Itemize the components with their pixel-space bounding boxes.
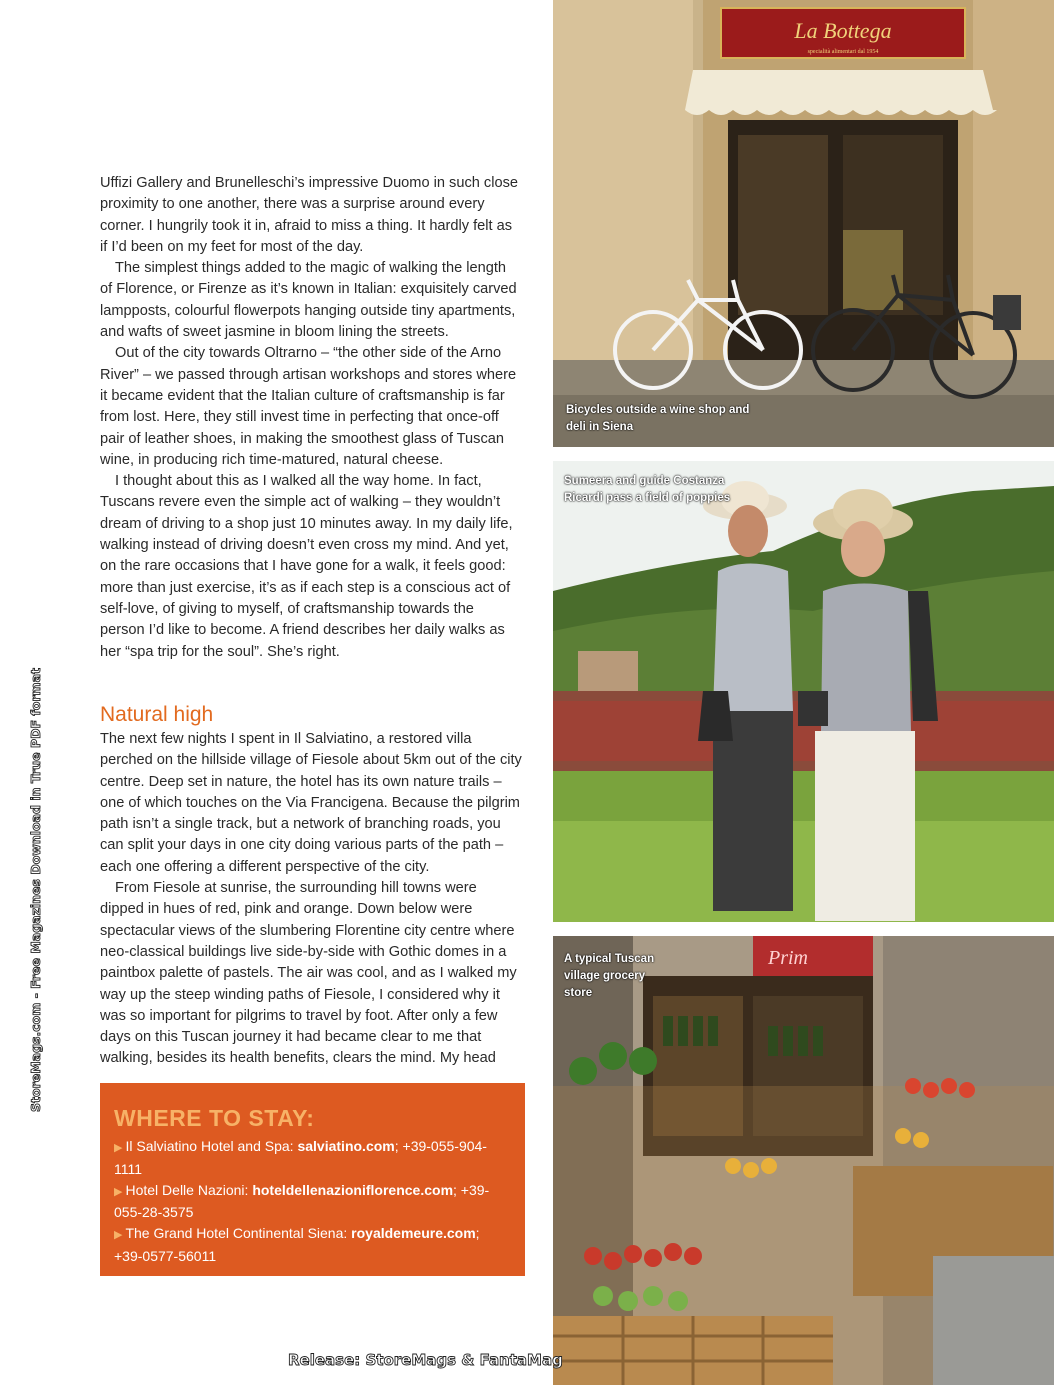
photo-bicycles-shop: [553, 0, 1054, 447]
paragraph: Uffizi Gallery and Brunelleschi’s impressive Duomo in such close proximity to one another, there was a surprise around every corner. I hungrily took it in, afraid to miss a thing. It hardly felt as if I’d been on my feet for most of the day.: [100, 175, 518, 255]
paragraph: The next few nights I spent in Il Salviatino, a restored villa perched on the hillside village of Fiesole about 5km out of the city centre. Deep set in nature, the hotel has its own nature trails – one of which touches on the Via Francigena. Because the pilgrim path isn’t a single track, but a network of branching roads, you can split your days in one city doing various parts of the path – each one offering a different perspective of the city.: [100, 731, 522, 875]
release-watermark: Release: StoreMags & FantaMag: [288, 1351, 563, 1369]
photo-caption: A typical Tuscan village grocery store: [564, 953, 655, 999]
photo-caption: Bicycles outside a wine shop and deli in Siena: [566, 404, 750, 433]
vertical-watermark: StoreMags.com - Free Magazines Download in True PDF format: [28, 668, 43, 1112]
triangle-bullet-icon: ▶: [114, 1185, 123, 1198]
stay-entry: ▶ Hotel Delle Nazioni: hoteldellenazioniflorence.com; +39-055-28-3575: [114, 1181, 490, 1221]
store-sign: Prim: [768, 947, 808, 969]
triangle-bullet-icon: ▶: [114, 1142, 123, 1154]
paragraph: From Fiesole at sunrise, the surrounding hill towns were dipped in hues of red, pink and orange. Down below were spectacular views of the slumbering Florentine city centre where neo-classical buildings live side-by-side with Gothic domes in a paintbox palette of pastels. The air was cool, and as I walked my way up the steep winding paths of Fiesole, I considered why it was so important for pilgrims to travel by foot. After only a few days on this Tuscan journey it had became clear to me that walking, besides its health benefits, clears the mind. My head: [100, 880, 517, 1067]
photo-caption: Sumeera and guide Costanza Ricardi pass a field of poppies: [564, 475, 731, 504]
where-to-stay-title: WHERE TO STAY:: [114, 1105, 315, 1131]
hotel-link[interactable]: royaldemeure.com: [351, 1225, 476, 1242]
photo-grocery-store: [553, 936, 1054, 1385]
where-to-stay-box: [100, 1083, 525, 1276]
stay-entry: ▶ Il Salviatino Hotel and Spa: salviatino.com; +39-055-904-1111: [114, 1138, 487, 1177]
shop-sign: La Bottega: [794, 18, 892, 43]
shop-sign-sub: specialità alimentari dal 1954: [807, 49, 879, 55]
section-heading: Natural high: [100, 703, 214, 726]
article-body-bottom: [100, 729, 522, 1070]
paragraph: I thought about this as I walked all the way home. In fact, Tuscans revere even the simple act of walking – they wouldn’t dream of driving to a shop just 10 minutes away. In my daily life, walking instead of driving doesn’t even cross my mind. And yet, on the rare occasions that I have gone for a walk, it feels good: more than just exercise, it’s as if each step is a conscious act of self-love, of giving to myself, of craftsmanship towards the person I’d like to become. A friend describes her daily walks as her “spa trip for the soul”. She’s right.: [100, 473, 513, 660]
triangle-bullet-icon: ▶: [114, 1229, 123, 1242]
stay-entry: ▶ The Grand Hotel Continental Siena: royaldemeure.com; +39-0577-56011: [114, 1225, 480, 1264]
article-body-top: [100, 173, 522, 663]
hotel-link[interactable]: salviatino.com: [297, 1138, 395, 1154]
hotel-link[interactable]: hoteldellenazioniflorence.com: [252, 1181, 454, 1198]
photo-poppy-field: [553, 461, 1054, 922]
paragraph: Out of the city towards Oltrarno – “the other side of the Arno River” – we passed through artisan workshops and stores where it became evident that the Italian culture of craftsmanship is far from lost. Here, they still invest time in perfecting that once-off pair of leather shoes, in making the smoothest glass of Tuscan wine, in producing rich time-matured, natural cheese.: [100, 345, 517, 468]
paragraph: The simplest things added to the magic of walking the length of Florence, or Firenze as it’s known in Italian: exquisitely carved lampposts, colourful flowerpots hanging outside tiny apartments, and wafts of sweet jasmine in bloom lining the streets.: [100, 260, 517, 341]
